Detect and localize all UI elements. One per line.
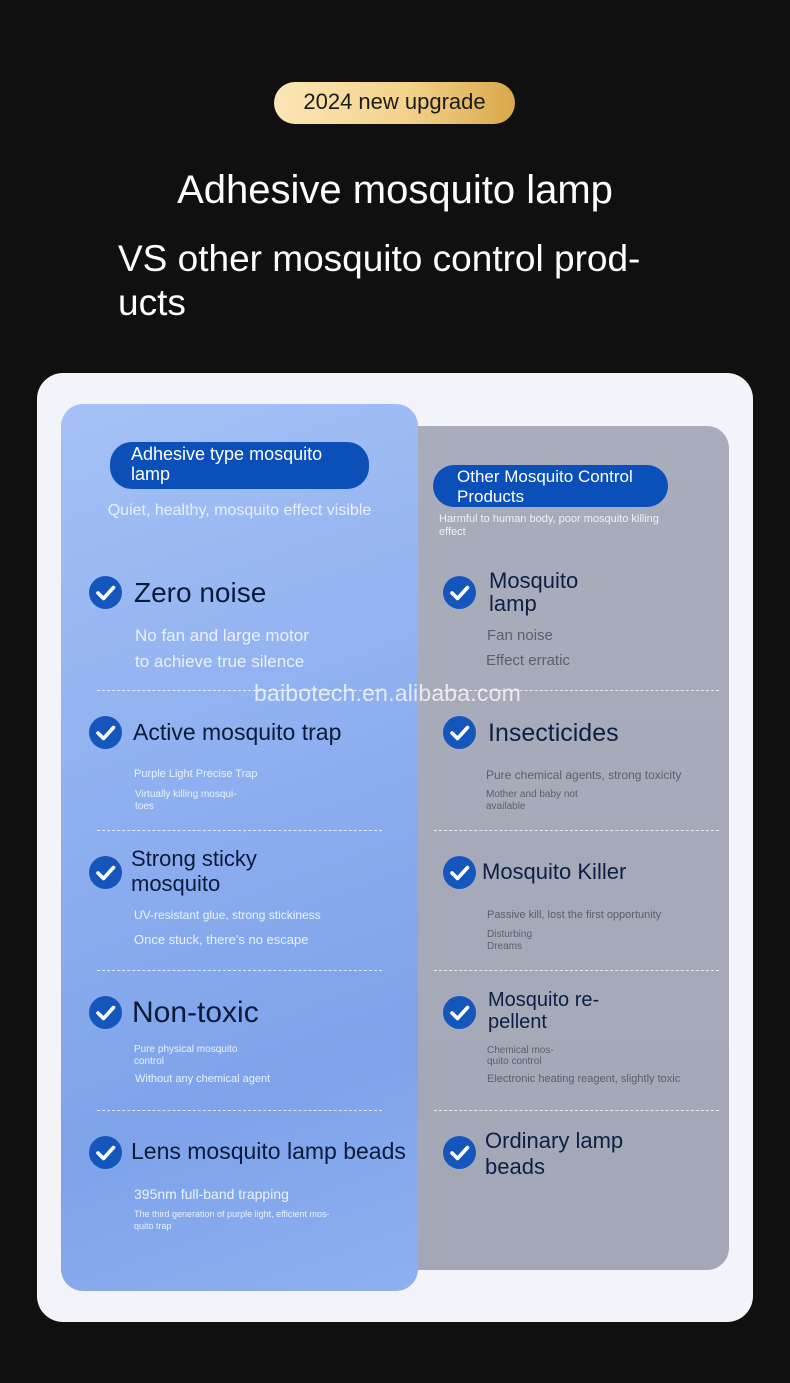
check-mark — [443, 716, 476, 749]
page-title: Adhesive mosquito lamp — [177, 168, 613, 212]
feature-desc: to achieve true silence — [135, 652, 305, 671]
pill-line: Products — [457, 487, 525, 506]
pill-line: lamp — [131, 464, 171, 484]
feature-desc: Purple Light Precise Trap — [134, 768, 258, 780]
check-circle-icon — [443, 576, 476, 609]
divider — [434, 970, 719, 971]
tagline-line: effect — [439, 526, 466, 538]
product-desc: Effect erratic — [486, 652, 570, 669]
check-circle-icon — [443, 856, 476, 889]
adhesive-lamp-tagline: Quiet, healthy, mosquito effect visible — [107, 502, 372, 519]
feature-desc — [134, 1044, 237, 1068]
title-line: beads — [485, 1154, 545, 1179]
feature-desc: 395nm full-band trapping — [134, 1186, 289, 1202]
desc-line: Pure physical mosquito — [134, 1044, 238, 1055]
watermark: baibotech.en.alibaba.com — [254, 680, 521, 706]
check-circle-icon — [89, 996, 122, 1029]
check-mark — [89, 856, 122, 889]
desc-line: quito control — [487, 1056, 542, 1067]
page-subtitle — [118, 237, 698, 325]
feature-title: Lens mosquito lamp beads — [131, 1138, 406, 1164]
desc-line: Dreams — [487, 941, 523, 952]
desc-line: Mother and baby not — [486, 789, 578, 800]
divider — [97, 1110, 382, 1111]
feature-desc: No fan and large motor — [135, 626, 309, 645]
product-title: Mosquito Killer — [482, 859, 627, 884]
check-mark — [443, 576, 476, 609]
feature-desc: Without any chemical agent — [135, 1073, 271, 1085]
feature-title — [131, 846, 257, 896]
check-circle-icon — [89, 576, 122, 609]
divider — [97, 970, 382, 971]
feature-desc — [134, 1208, 329, 1232]
check-circle-icon — [443, 996, 476, 1029]
feature-title: Non-toxic — [132, 996, 259, 1029]
subtitle-line: VS other mosquito control prod- — [118, 238, 641, 279]
check-mark — [443, 856, 476, 889]
title-line: mosquito — [131, 871, 221, 896]
title-line: Strong sticky — [131, 846, 257, 871]
adhesive-lamp-header-pill — [110, 442, 369, 489]
upgrade-badge: 2024 new upgrade — [274, 82, 515, 124]
check-mark — [89, 1136, 122, 1169]
feature-desc — [135, 789, 237, 813]
feature-desc: Once stuck, there's no escape — [134, 932, 309, 947]
divider — [434, 1110, 719, 1111]
product-desc: Passive kill, lost the first opportunity — [487, 909, 662, 921]
check-mark — [443, 996, 476, 1029]
product-desc — [486, 789, 578, 813]
desc-line: toes — [135, 801, 154, 812]
desc-line: Disturbing — [487, 929, 533, 940]
check-circle-icon — [89, 1136, 122, 1169]
product-title — [485, 1128, 623, 1180]
feature-title: Zero noise — [134, 577, 267, 608]
feature-title: Active mosquito trap — [133, 719, 342, 745]
desc-line: control — [134, 1056, 165, 1067]
feature-desc: UV-resistant glue, strong stickiness — [134, 908, 321, 922]
product-desc — [487, 929, 532, 953]
check-circle-icon — [443, 1136, 476, 1169]
divider — [97, 830, 382, 831]
product-desc: Pure chemical agents, strong toxicity — [486, 768, 682, 782]
title-line: pellent — [488, 1011, 547, 1033]
check-mark — [89, 576, 122, 609]
check-mark — [443, 1136, 476, 1169]
title-line: Ordinary lamp — [485, 1128, 624, 1153]
product-desc: Fan noise — [487, 627, 553, 644]
check-mark — [89, 996, 122, 1029]
desc-line: Virtually killing mosqui- — [135, 789, 237, 800]
check-circle-icon — [89, 856, 122, 889]
other-products-tagline — [439, 513, 679, 539]
product-desc: Electronic heating reagent, slightly toxic — [487, 1073, 681, 1085]
check-circle-icon — [89, 716, 122, 749]
divider — [434, 830, 719, 831]
pill-line: Adhesive type mosquito — [131, 444, 323, 464]
pill-line: Other Mosquito Control — [457, 467, 633, 486]
desc-line: quito trap — [134, 1221, 172, 1231]
title-line: Mosquito re- — [488, 989, 600, 1011]
subtitle-line: ucts — [118, 282, 186, 323]
desc-line: Chemical mos- — [487, 1045, 554, 1056]
product-desc — [487, 1045, 554, 1067]
product-title — [489, 569, 578, 615]
title-line: lamp — [489, 591, 537, 616]
other-products-header-pill — [433, 465, 668, 507]
check-mark — [89, 716, 122, 749]
tagline-line: Harmful to human body, poor mosquito killing — [439, 513, 659, 525]
check-circle-icon — [443, 716, 476, 749]
product-title: Insecticides — [488, 719, 619, 747]
title-line: Mosquito — [489, 568, 579, 593]
desc-line: The third generation of purple light, efficient mos- — [134, 1209, 330, 1219]
product-title — [488, 989, 599, 1033]
desc-line: available — [486, 801, 526, 812]
